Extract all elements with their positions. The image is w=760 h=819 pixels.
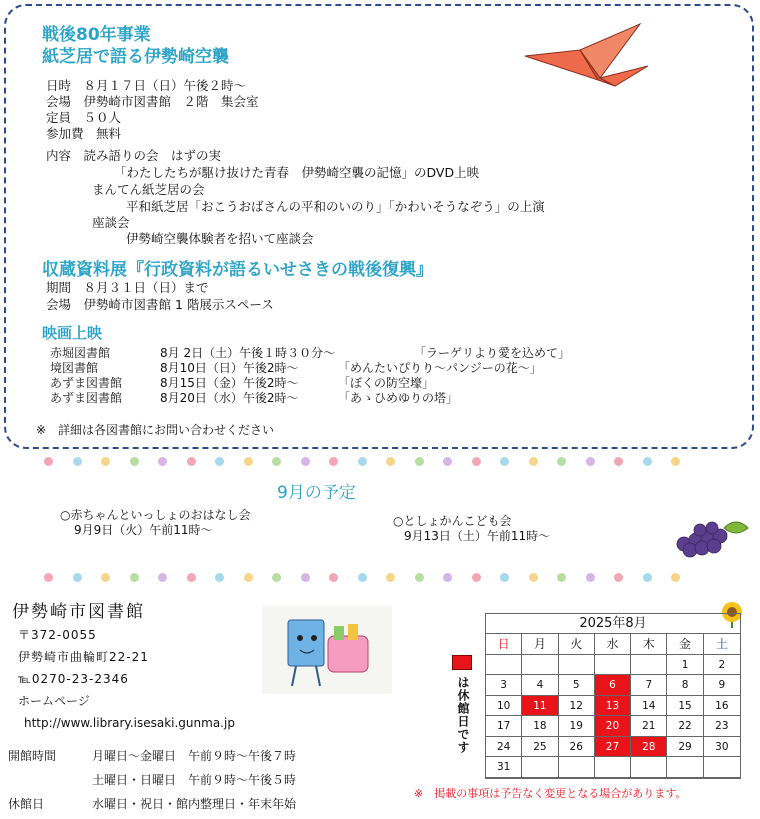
calendar-weekday: 金 <box>667 634 703 655</box>
library-name: 伊勢崎市図書館 <box>12 602 145 622</box>
calendar-day <box>595 655 631 676</box>
calendar-day: 19 <box>559 716 595 737</box>
calendar-day: 18 <box>522 716 558 737</box>
decor-dot <box>443 457 452 466</box>
movie-time-4: 8月20日（水）午後2時～ <box>160 391 299 405</box>
calendar-day <box>595 757 631 778</box>
decor-dot <box>329 457 338 466</box>
movies-title: 映画上映 <box>42 324 103 342</box>
library-tel: ℡0270-23-2346 <box>18 672 129 686</box>
calendar-day: 5 <box>559 675 595 696</box>
calendar-day: 31 <box>486 757 522 778</box>
grapes-icon <box>672 514 752 558</box>
decor-dot <box>358 573 367 582</box>
calendar-weekday: 火 <box>559 634 595 655</box>
decor-dot <box>301 573 310 582</box>
decor-dot <box>158 573 167 582</box>
decor-dot <box>272 573 281 582</box>
notice: ※ 掲載の事項は予告なく変更となる場合があります。 <box>414 787 687 800</box>
calendar-day: 27 <box>595 737 631 758</box>
decor-dot <box>557 573 566 582</box>
calendar-day: 4 <box>522 675 558 696</box>
calendar-day: 6 <box>595 675 631 696</box>
decor-dot <box>671 573 680 582</box>
calendar-day: 16 <box>704 696 740 717</box>
calendar-day: 1 <box>667 655 703 676</box>
calendar-day <box>559 655 595 676</box>
sept-event-1-name: ○赤ちゃんといっしょのおはなし会 <box>60 508 251 522</box>
decor-dot <box>529 573 538 582</box>
decor-dot <box>215 457 224 466</box>
decor-dot <box>187 573 196 582</box>
calendar-day: 3 <box>486 675 522 696</box>
calendar-day: 9 <box>704 675 740 696</box>
calendar-day: 2 <box>704 655 740 676</box>
event-content-2: 「わたしたちが駆け抜けた青春 伊勢崎空襲の記憶」のDVD上映 <box>114 165 480 180</box>
calendar-day: 28 <box>631 737 667 758</box>
sept-event-2-name: ○としょかんこども会 <box>393 514 512 528</box>
library-url-link[interactable]: http://www.library.isesaki.gunma.jp <box>24 716 235 730</box>
calendar-day: 8 <box>667 675 703 696</box>
decor-dot <box>329 573 338 582</box>
movie-time-2: 8月10日（日）午後2時～ <box>160 361 299 375</box>
decor-dot <box>500 457 509 466</box>
movie-place-1: 赤堀図書館 <box>50 346 111 360</box>
calendar-day <box>559 757 595 778</box>
calendar-weekday: 日 <box>486 634 522 655</box>
calendar-day: 22 <box>667 716 703 737</box>
calendar-day: 12 <box>559 696 595 717</box>
paper-crane-icon <box>520 20 650 92</box>
decor-dot <box>614 457 623 466</box>
decor-dot <box>73 457 82 466</box>
calendar-day: 10 <box>486 696 522 717</box>
calendar-day <box>667 757 703 778</box>
decor-dot <box>215 573 224 582</box>
calendar-day <box>522 655 558 676</box>
decor-dot <box>130 457 139 466</box>
decor-dot <box>187 457 196 466</box>
event-content-3: まんてん紙芝居の会 <box>92 182 205 197</box>
movie-place-3: あずま図書館 <box>50 376 123 390</box>
decor-dot <box>415 573 424 582</box>
event-title-2: 紙芝居で語る伊勢崎空襲 <box>42 47 229 67</box>
event-content-6: 伊勢崎空襲体験者を招いて座談会 <box>126 231 314 246</box>
event-fee: 参加費 無料 <box>46 126 122 141</box>
calendar-day <box>704 757 740 778</box>
decor-dot <box>44 573 53 582</box>
calendar-day: 14 <box>631 696 667 717</box>
event-content-1: 内容 読み語りの会 はずの実 <box>46 148 222 163</box>
calendar <box>485 613 741 779</box>
movie-time-1: 8月 2日（土）午後１時３０分～ <box>160 346 336 360</box>
calendar-day: 26 <box>559 737 595 758</box>
calendar-weekday: 月 <box>522 634 558 655</box>
calendar-day: 7 <box>631 675 667 696</box>
hours-weekday: 月曜日～金曜日 午前９時～午後７時 <box>92 749 297 763</box>
event-title-1: 戦後80年事業 <box>42 25 151 45</box>
movie-title-1: 「ラーゲリより愛を込めて」 <box>414 346 571 360</box>
library-zip: 〒372-0055 <box>18 628 97 642</box>
decor-dot <box>386 457 395 466</box>
calendar-day <box>522 757 558 778</box>
closed-legend-swatch <box>452 655 472 670</box>
movie-time-3: 8月15日（金）午後2時～ <box>160 376 299 390</box>
decor-dot <box>614 573 623 582</box>
event-content-5: 座談会 <box>92 215 130 230</box>
calendar-weekday: 土 <box>704 634 740 655</box>
closed-days: 水曜日・祝日・館内整理日・年末年始 <box>92 797 297 811</box>
calendar-day: 20 <box>595 716 631 737</box>
decor-dot <box>44 457 53 466</box>
decor-dot <box>415 457 424 466</box>
decor-dot <box>386 573 395 582</box>
exhibit-period: 期間 ８月３１日（日）まで <box>46 280 209 295</box>
library-address: 伊勢崎市曲輪町22-21 <box>18 650 149 664</box>
dot-divider-top <box>44 457 700 466</box>
calendar-day: 29 <box>667 737 703 758</box>
decor-dot <box>73 573 82 582</box>
calendar-day: 30 <box>704 737 740 758</box>
event-capacity: 定員 ５０人 <box>46 110 122 125</box>
dot-divider-bottom <box>44 573 700 582</box>
decor-dot <box>358 457 367 466</box>
calendar-day <box>631 757 667 778</box>
exhibit-venue: 会場 伊勢崎市図書館 1 階展示スペース <box>46 297 274 312</box>
decor-dot <box>586 573 595 582</box>
closed-legend-text: は休館日です <box>456 676 470 754</box>
september-title: 9月の予定 <box>277 483 356 503</box>
decor-dot <box>472 573 481 582</box>
hours-label: 開館時間 <box>8 749 57 763</box>
decor-dot <box>643 573 652 582</box>
decor-dot <box>472 457 481 466</box>
closed-label: 休館日 <box>8 797 45 811</box>
movies-note: ※ 詳細は各図書館にお問い合わせください <box>36 423 275 437</box>
event-venue: 会場 伊勢崎市図書館 ２階 集会室 <box>46 94 259 109</box>
book-mascot-icon <box>262 606 392 694</box>
sept-event-1-time: 9月9日（火）午前11時～ <box>74 523 213 537</box>
hours-weekend: 土曜日・日曜日 午前９時～午後５時 <box>92 773 297 787</box>
calendar-weekday: 木 <box>631 634 667 655</box>
decor-dot <box>101 573 110 582</box>
calendar-day: 25 <box>522 737 558 758</box>
decor-dot <box>130 573 139 582</box>
decor-dot <box>244 457 253 466</box>
movie-title-2: 「めんたいぴりり～パンジーの花～」 <box>338 361 542 375</box>
decor-dot <box>272 457 281 466</box>
calendar-day: 15 <box>667 696 703 717</box>
calendar-day: 11 <box>522 696 558 717</box>
decor-dot <box>557 457 566 466</box>
calendar-day: 13 <box>595 696 631 717</box>
calendar-day <box>486 655 522 676</box>
event-content-4: 平和紙芝居「おこうおばさんの平和のいのり」「かわいそうなぞう」の上演 <box>126 199 545 214</box>
decor-dot <box>244 573 253 582</box>
decor-dot <box>101 457 110 466</box>
decor-dot <box>301 457 310 466</box>
calendar-grid <box>486 634 740 778</box>
calendar-weekday: 水 <box>595 634 631 655</box>
decor-dot <box>158 457 167 466</box>
movie-place-4: あずま図書館 <box>50 391 123 405</box>
sept-event-2-time: 9月13日（土）午前11時～ <box>404 529 551 543</box>
decor-dot <box>529 457 538 466</box>
homepage-label: ホームページ <box>18 694 90 708</box>
decor-dot <box>671 457 680 466</box>
calendar-day: 17 <box>486 716 522 737</box>
movie-place-2: 境図書館 <box>50 361 99 375</box>
calendar-day: 21 <box>631 716 667 737</box>
decor-dot <box>500 573 509 582</box>
decor-dot <box>586 457 595 466</box>
movie-title-3: 「ぼくの防空壕」 <box>338 376 435 390</box>
calendar-title: 2025年8月 <box>486 614 740 634</box>
decor-dot <box>443 573 452 582</box>
calendar-day: 23 <box>704 716 740 737</box>
exhibit-title: 収蔵資料展『行政資料が語るいせさきの戦後復興』 <box>42 260 433 280</box>
calendar-day: 24 <box>486 737 522 758</box>
calendar-day <box>631 655 667 676</box>
event-date: 日時 ８月１７日（日）午後２時～ <box>46 78 247 93</box>
decor-dot <box>643 457 652 466</box>
movie-title-4: 「あゝひめゆりの塔」 <box>338 391 459 405</box>
